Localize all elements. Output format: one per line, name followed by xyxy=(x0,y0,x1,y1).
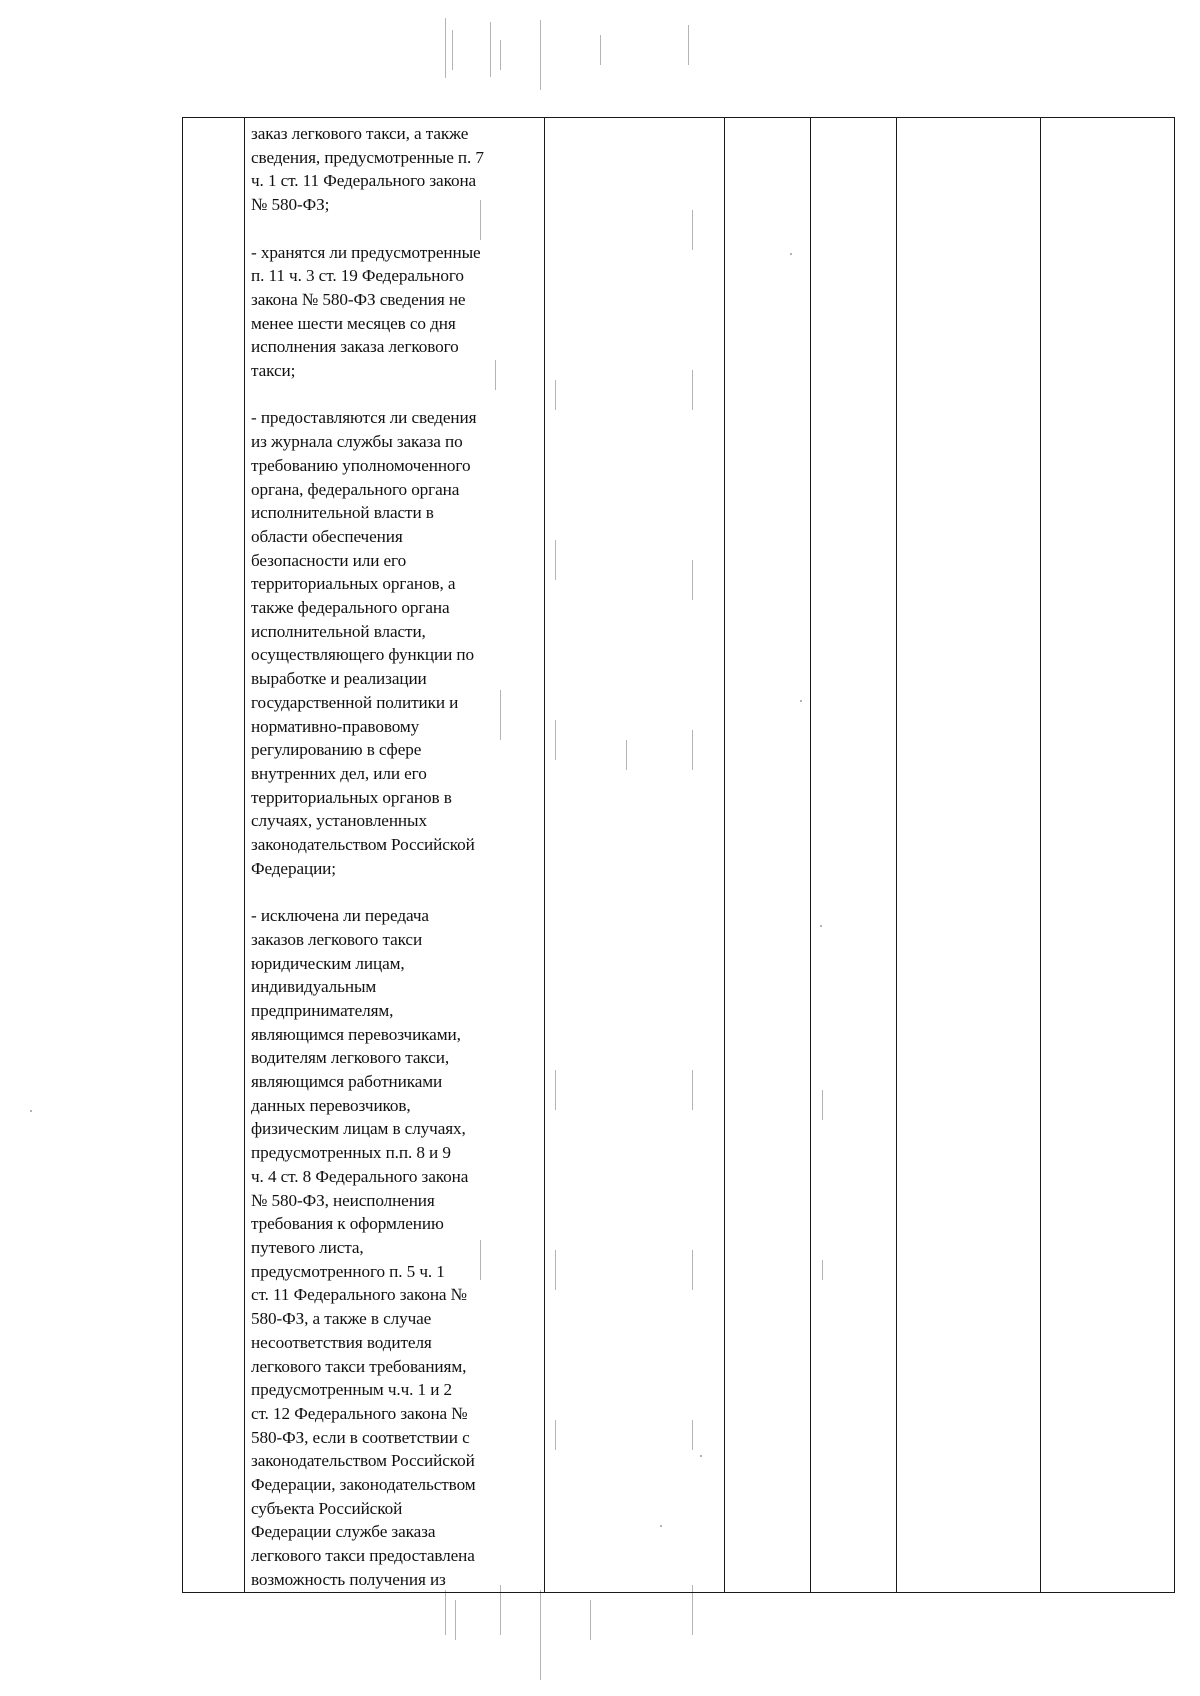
scan-artifact xyxy=(452,30,453,70)
scan-dot xyxy=(30,1110,32,1112)
scan-artifact xyxy=(540,20,541,90)
paragraph: - исключена ли передача заказов легкового такси юридическим лицам, индивидуальным предпринимателям, являющимся перевозчиками, водителям легкового такси, являющимся работниками данных перевозчиков, физическим лицам в случаях, предусмотренных п.п. 8 и 9 ч. 4 ст. 8 Федерального закона № 580-ФЗ, неисполнения требования к оформлению путевого листа, предусмотренного п. 5 ч. 1 ст. 11 Федерального закона № 580-ФЗ, а также в случае несоответствия водителя легкового такси требованиям, предусмотренным ч.ч. 1 и 2 ст. 12 Федерального закона № 580-ФЗ, если в соответствии с законодательством Российской Федерации, законодательством субъекта Российской Федерации службе заказа легкового такси предоставлена возможность получения из xyxy=(251,906,476,1589)
table-row xyxy=(183,118,1175,1593)
requirements-cell xyxy=(245,118,545,1593)
paragraph: заказ легкового такси, а также сведения, предусмотренные п. 7 ч. 1 ст. 11 Федерального закона № 580-ФЗ; xyxy=(251,124,484,215)
scan-artifact xyxy=(688,25,689,65)
empty-cell xyxy=(725,118,811,1593)
scan-artifact xyxy=(490,22,491,77)
scan-artifact xyxy=(445,1590,446,1635)
empty-cell xyxy=(545,118,725,1593)
paragraph: - хранятся ли предусмотренные п. 11 ч. 3 ст. 19 Федерального закона № 580-ФЗ сведения не менее шести месяцев со дня исполнения заказа легкового такси; xyxy=(251,242,481,381)
scan-artifact xyxy=(600,35,601,65)
empty-cell xyxy=(811,118,897,1593)
number-cell xyxy=(183,118,245,1593)
empty-cell xyxy=(897,118,1041,1593)
checklist-table xyxy=(182,117,1175,1593)
scan-artifact xyxy=(455,1600,456,1640)
empty-cell xyxy=(1041,118,1175,1593)
scan-artifact xyxy=(445,18,446,78)
paragraph: - предоставляются ли сведения из журнала службы заказа по требованию уполномоченного органа, федерального органа исполнительной власти в области обеспечения безопасности или его территориальных органов, а также федерального органа исполнительной власти, осуществляющего функции по выработке и реализации государственной политики и нормативно-правовому регулированию в сфере внутренних дел, или его территориальных органов в случаях, установленных законодательством Российской Федерации; xyxy=(251,408,477,878)
scan-artifact xyxy=(540,1590,541,1680)
scan-artifact xyxy=(590,1600,591,1640)
scan-artifact xyxy=(500,40,501,70)
